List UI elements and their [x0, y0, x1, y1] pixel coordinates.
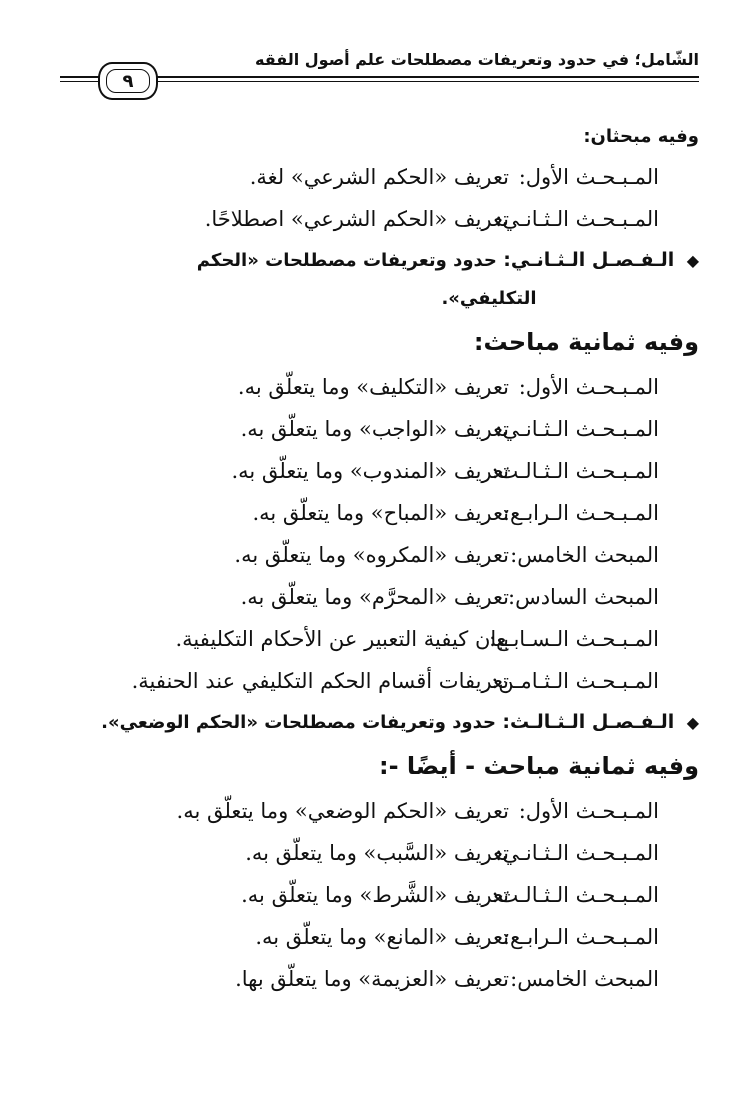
item-text: بيان كيفية التعبير عن الأحكام التكليفية.	[175, 627, 509, 651]
list-item	[59, 576, 659, 618]
item-text: تعريف «المكروه» وما يتعلّق به.	[234, 543, 509, 567]
item-text: تعريف «المانع» وما يتعلّق به.	[255, 925, 509, 949]
list-item	[59, 618, 659, 660]
chapter-3-title: الـفـصـل الـثـالـث:	[502, 711, 675, 733]
item-text: تعريف «المندوب» وما يتعلّق به.	[231, 459, 509, 483]
list-item	[59, 958, 659, 1000]
item-label: المـبـحـث الـثـامـن:	[491, 669, 659, 693]
item-text: تعريف «الحكم الشرعي» لغة.	[249, 165, 509, 189]
item-text: تعريف «الحكم الشرعي» اصطلاحًا.	[204, 207, 509, 231]
page-number: ٩	[106, 69, 150, 93]
item-text: تعريف «الشَّرط» وما يتعلّق به.	[241, 883, 509, 907]
list-item	[59, 660, 659, 702]
item-text: تعريف «الحكم الوضعي» وما يتعلّق به.	[176, 799, 509, 823]
list-item	[59, 450, 659, 492]
item-label: المبحث الخامس:	[510, 543, 659, 567]
item-text: تعريف «الواجب» وما يتعلّق به.	[240, 417, 509, 441]
running-title: الشّامل؛ في حدود وتعريفات مصطلحات علم أصول الفقه	[255, 50, 699, 69]
item-label: المـبـحـث الـثـانـي:	[495, 207, 659, 231]
list-item	[59, 874, 659, 916]
item-label: المبحث السادس:	[508, 585, 659, 609]
diamond-bullet-icon: ◆	[686, 251, 699, 270]
item-label: المـبـحـث الـرابـع:	[502, 501, 659, 525]
list-item	[59, 156, 659, 198]
section-3-list	[59, 790, 699, 1000]
section-1-list	[59, 156, 699, 240]
list-item	[59, 916, 659, 958]
header-rule-left	[60, 76, 100, 78]
section-heading-3: وفيه ثمانية مباحث - أيضًا -:	[378, 752, 699, 780]
header-rule-thin	[150, 81, 699, 82]
chapter-2-continuation: التكليفي».	[441, 288, 537, 309]
list-item	[59, 790, 659, 832]
diamond-bullet-icon: ◆	[686, 713, 699, 732]
item-text: تعريف «التكليف» وما يتعلّق به.	[237, 375, 509, 399]
item-label: المـبـحـث الـرابـع:	[502, 925, 659, 949]
item-text: تعريف «العزيمة» وما يتعلّق بها.	[235, 967, 509, 991]
list-item	[59, 198, 659, 240]
list-item	[59, 408, 659, 450]
item-text: تعريف «السَّبب» وما يتعلّق به.	[245, 841, 509, 865]
header-rule-left-thin	[60, 81, 100, 82]
item-label: المـبـحـث الـثـانـي:	[495, 417, 659, 441]
item-label: المبحث الخامس:	[510, 967, 659, 991]
section-2-list	[59, 366, 699, 702]
item-label: المـبـحـث الـثـالـث:	[491, 883, 659, 907]
chapter-3	[59, 702, 699, 742]
section-heading-1: وفيه مبحثان:	[583, 126, 699, 147]
item-text: تعريفات أقسام الحكم التكليفي عند الحنفية.	[131, 669, 509, 693]
page-number-badge	[98, 62, 158, 100]
chapter-2	[59, 240, 699, 318]
chapter-3-text: حدود وتعريفات مصطلحات «الحكم الوضعي».	[101, 712, 496, 733]
page-body	[59, 118, 699, 1000]
chapter-2-text: حدود وتعريفات مصطلحات «الحكم	[196, 250, 497, 271]
header-rule	[150, 76, 699, 78]
list-item	[59, 534, 659, 576]
list-item	[59, 492, 659, 534]
list-item	[59, 832, 659, 874]
item-label: المـبـحـث الـثـانـي:	[495, 841, 659, 865]
list-item	[59, 366, 659, 408]
page-header	[0, 0, 755, 110]
section-heading-2: وفيه ثمانية مباحث:	[473, 328, 699, 356]
item-text: تعريف «المحرَّم» وما يتعلّق به.	[240, 585, 509, 609]
item-label: المـبـحـث الـسـابـع:	[489, 627, 659, 651]
item-label: المـبـحـث الأول:	[518, 375, 659, 399]
item-label: المـبـحـث الأول:	[518, 165, 659, 189]
item-label: المـبـحـث الأول:	[518, 799, 659, 823]
item-label: المـبـحـث الـثـالـث:	[491, 459, 659, 483]
chapter-2-title: الـفـصـل الـثـانـي:	[503, 249, 675, 271]
item-text: تعريف «المباح» وما يتعلّق به.	[252, 501, 509, 525]
